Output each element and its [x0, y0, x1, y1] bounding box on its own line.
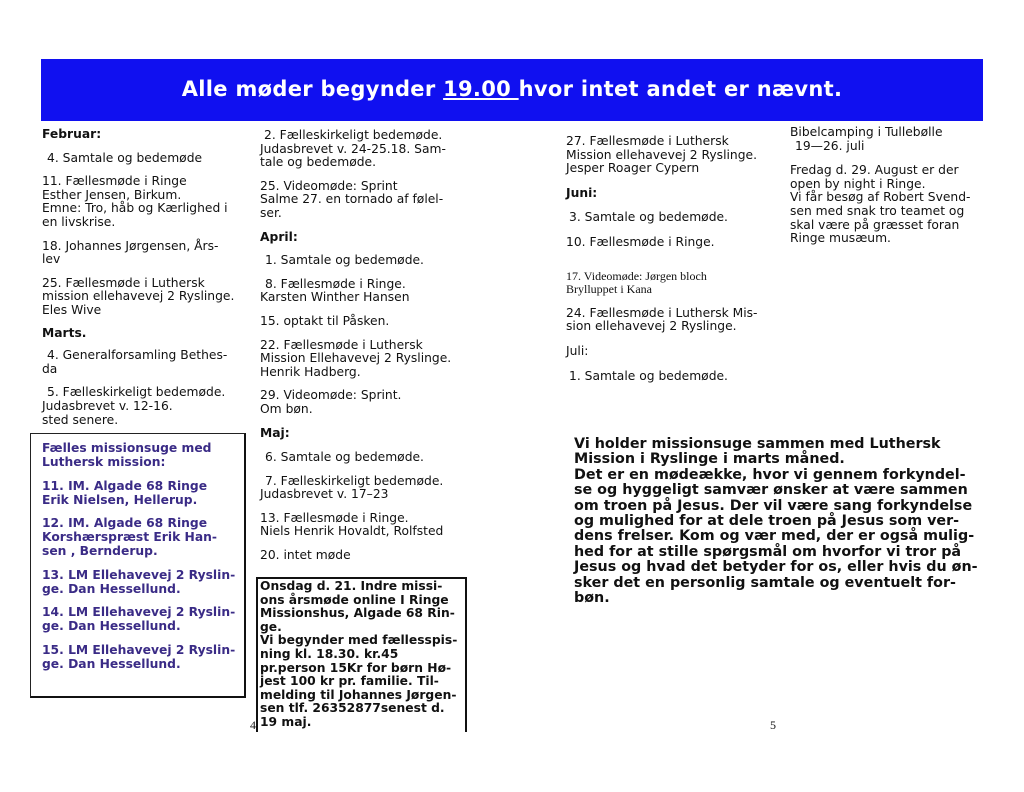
- annual-meeting-line3: Missionshus, Algade 68 Rin-: [260, 606, 455, 621]
- apr-15-entry: 15. optakt til Påsken.: [260, 313, 390, 328]
- open-by-night-line5: skal være på græsset foran: [790, 217, 960, 232]
- annual-meeting-line4: ge.: [260, 619, 282, 634]
- may-7-line2: Judasbrevet v. 17–23: [260, 487, 389, 502]
- feb-25-line2: mission ellehavevej 2 Ryslinge.: [42, 289, 235, 304]
- mission-day-13-line1: 13. LM Ellehavevej 2 Ryslin-: [42, 568, 236, 582]
- banner-text-before: Alle møder begynder: [181, 77, 444, 101]
- mission-week-title-line1: Fælles missionsuge med: [42, 441, 212, 455]
- column-may-june-july: [566, 135, 771, 383]
- apr-22-line3: Henrik Hadberg.: [260, 364, 361, 379]
- annual-meeting-line8: jest 100 kr pr. familie. Til-: [260, 674, 439, 689]
- annual-meeting-line10: sen tlf. 26352877senest d.: [260, 701, 445, 716]
- jun-17-line2: Brylluppet i Kana: [566, 282, 652, 297]
- mission-day-13-line2: ge. Dan Hessellund.: [42, 582, 181, 596]
- jun-24-line2: sion ellehavevej 2 Ryslinge.: [566, 319, 737, 334]
- note-line11: bøn.: [574, 590, 610, 607]
- mission-day-12-line3: sen , Bernderup.: [42, 544, 158, 558]
- mar-5-line3: sted senere.: [42, 412, 119, 427]
- mission-day-11-line1: 11. IM. Algade 68 Ringe: [42, 479, 208, 493]
- feb-11-line3: Emne: Tro, håb og Kærlighed i: [42, 201, 228, 216]
- open-by-night-line2: open by night i Ringe.: [790, 176, 926, 191]
- annual-meeting-text: [260, 580, 460, 730]
- annual-meeting-line5: Vi begynder med fællesspis-: [260, 633, 458, 648]
- february-heading: Februar:: [42, 127, 102, 141]
- bible-camping-line2: 19—26. juli: [795, 138, 865, 153]
- may-27-line1: 27. Fællesmøde i Luthersk: [566, 134, 729, 148]
- apr-22-line1: 22. Fællesmøde i Luthersk: [260, 337, 423, 352]
- mission-week-box: [30, 433, 246, 698]
- open-by-night-line1: Fredag d. 29. August er der: [790, 163, 959, 178]
- bible-camping-line1: Bibelcamping i Tullebølle: [790, 125, 943, 139]
- banner-text-after: hvor intet andet er nævnt.: [518, 77, 843, 101]
- note-line5: om troen på Jesus. Der vil være sang forkyndelse: [574, 497, 973, 514]
- column-summer-events: [790, 126, 995, 246]
- feb-25-line1: 25. Fællesmøde i Luthersk: [42, 275, 205, 290]
- march-heading: Marts.: [42, 325, 87, 340]
- may-heading: Maj:: [260, 425, 290, 440]
- may-27-line2: Mission ellehavevej 2 Ryslinge.: [566, 147, 757, 162]
- open-by-night-line4: sen med snak tro teamet og: [790, 203, 965, 218]
- feb-18-line2: lev: [42, 252, 61, 267]
- jun-3-entry: 3. Samtale og bedemøde.: [569, 210, 728, 225]
- note-line3: Det er en mødeække, hvor vi gennem forkyndel-: [574, 466, 966, 483]
- banner-title: [41, 77, 983, 101]
- note-line9: Jesus og hvad det betyder for os, eller hvis du øn-: [574, 559, 978, 576]
- annual-meeting-line11: 19 maj.: [260, 714, 312, 729]
- mission-day-12-line1: 12. IM. Algade 68 Ringe: [42, 516, 208, 530]
- mar-2-line3: tale og bedemøde.: [260, 155, 377, 170]
- june-heading: Juni:: [566, 185, 598, 200]
- apr-8-line2: Karsten Winther Hansen: [260, 290, 410, 305]
- jul-1-entry: 1. Samtale og bedemøde.: [569, 368, 728, 383]
- mar-25-line2: Salme 27. en tornado af følel-: [260, 192, 444, 207]
- may-27-line3: Jesper Roager Cypern: [566, 161, 700, 176]
- mission-day-11-line2: Erik Nielsen, Hellerup.: [42, 493, 198, 507]
- note-line8: hed for at stille spørgsmål om hvorfor vi tror på: [574, 543, 962, 560]
- mission-day-15-line2: ge. Dan Hessellund.: [42, 657, 181, 671]
- apr-29-line2: Om bøn.: [260, 401, 313, 416]
- feb-11-line4: en livskrise.: [42, 214, 116, 229]
- may-13-line1: 13. Fællesmøde i Ringe.: [260, 510, 409, 525]
- feb-25-line3: Eles Wive: [42, 302, 102, 317]
- open-by-night-line6: Ringe musæum.: [790, 231, 891, 246]
- column-february-march: [42, 128, 252, 427]
- apr-1-entry: 1. Samtale og bedemøde.: [265, 253, 424, 268]
- mar-4-line1: 4. Generalforsamling Bethes-: [47, 348, 228, 363]
- may-13-line2: Niels Henrik Hovaldt, Rolfsted: [260, 524, 444, 539]
- header-banner: [41, 59, 983, 121]
- mar-25-line3: ser.: [260, 205, 282, 220]
- annual-meeting-line2: ons årsmøde online I Ringe: [260, 592, 449, 607]
- annual-meeting-line1: Onsdag d. 21. Indre missi-: [260, 579, 443, 593]
- may-20-entry: 20. intet møde: [260, 548, 351, 563]
- feb-11-line1: 11. Fællesmøde i Ringe: [42, 174, 187, 189]
- may-6-entry: 6. Samtale og bedemøde.: [265, 450, 424, 465]
- note-line6: og mulighed for at dele troen på Jesus som ver-: [574, 513, 960, 530]
- mission-day-15-line1: 15. LM Ellehavevej 2 Ryslin-: [42, 643, 236, 657]
- april-heading: April:: [260, 229, 298, 244]
- feb-4-entry: 4. Samtale og bedemøde: [47, 150, 203, 165]
- apr-29-line1: 29. Videomøde: Sprint.: [260, 388, 402, 403]
- note-line1: Vi holder missionsuge sammen med Luthersk: [574, 436, 941, 452]
- note-line10: sker det en personlig samtale og eventuelt for-: [574, 574, 956, 591]
- mission-day-14-line2: ge. Dan Hessellund.: [42, 619, 181, 633]
- mission-week-title-line2: Luthersk mission:: [42, 455, 166, 469]
- jun-24-line1: 24. Fællesmøde i Luthersk Mis-: [566, 305, 758, 320]
- mission-week-note: [574, 437, 999, 606]
- feb-11-line2: Esther Jensen, Birkum.: [42, 187, 182, 202]
- banner-time: 19.00: [443, 77, 519, 101]
- july-heading: Juli:: [566, 343, 589, 358]
- mission-day-14-line1: 14. LM Ellehavevej 2 Ryslin-: [42, 605, 236, 619]
- apr-22-line2: Mission Ellehavevej 2 Ryslinge.: [260, 351, 452, 366]
- page-number-right: 5: [770, 718, 776, 732]
- annual-meeting-line7: pr.person 15Kr for børn Hø-: [260, 660, 452, 675]
- mar-5-line2: Judasbrevet v. 12-16.: [42, 398, 173, 413]
- feb-18-line1: 18. Johannes Jørgensen, Års-: [42, 238, 219, 253]
- apr-8-line1: 8. Fællesmøde i Ringe.: [265, 276, 406, 291]
- mar-5-line1: 5. Fælleskirkeligt bedemøde.: [47, 385, 226, 400]
- note-line4: se og hyggeligt samvær ønsker at være sammen: [574, 482, 968, 499]
- mission-day-12-line2: Korshærspræst Erik Han-: [42, 530, 217, 544]
- note-line7: dens frelser. Kom og vær med, der er også mulig-: [574, 528, 975, 545]
- column-march-april-may: [260, 129, 465, 563]
- annual-meeting-line6: ning kl. 18.30. kr.45: [260, 646, 399, 661]
- jun-17-line1: 17. Videomøde: Jørgen bloch: [566, 268, 707, 283]
- page-number-left: 4: [250, 718, 256, 732]
- mar-2-line2: Judasbrevet v. 24-25.18. Sam-: [260, 141, 446, 156]
- mar-4-line2: da: [42, 361, 58, 376]
- jun-10-entry: 10. Fællesmøde i Ringe.: [566, 234, 715, 249]
- mar-25-line1: 25. Videomøde: Sprint: [260, 178, 398, 193]
- open-by-night-line3: Vi får besøg af Robert Svend-: [790, 190, 971, 205]
- mar-2-line1: 2. Fælleskirkeligt bedemøde.: [264, 128, 443, 142]
- annual-meeting-line9: melding til Johannes Jørgen-: [260, 687, 457, 702]
- may-7-line1: 7. Fælleskirkeligt bedemøde.: [265, 473, 444, 488]
- note-line2: Mission i Ryslinge i marts måned.: [574, 451, 845, 468]
